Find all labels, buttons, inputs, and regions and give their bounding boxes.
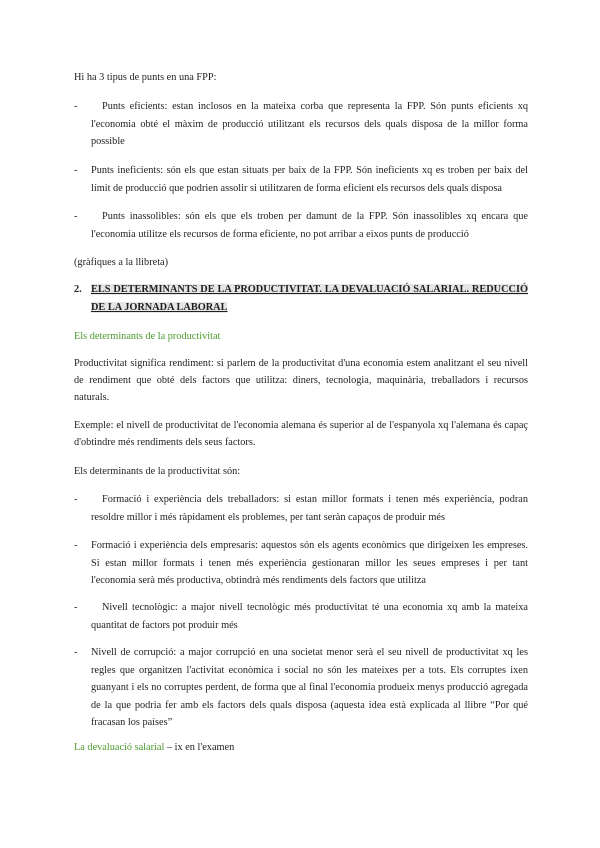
list-item-text: Punts eficients: estan inclosos en la mateixa corba que representa la FPP. Són punts eficients xq l'economia obté el màxim de producció utilitzant els recursos dels quals disposa de la millor forma possible bbox=[91, 101, 528, 147]
list-item-text: Nivell de corrupció: a major corrupció en una societat menor serà el seu nivell de productivitat xq les regles que organitzen l'activitat econòmica i social no són les mateixes per a tots. Els corruptes ixen guanyant i els no corruptes perdent, de forma que al final l'economia produeix menys producció agregada de la que podria fer amb els factors dels quals disposa (aquesta idea està explicada al llibre “Por qué fracasan los países” bbox=[91, 647, 528, 728]
bullet-dash: - bbox=[74, 101, 78, 112]
subheading-wage-devaluation-note: – ix en l'examen bbox=[164, 742, 235, 753]
bullet-dash: - bbox=[74, 494, 78, 505]
bullet-dash: - bbox=[74, 602, 78, 613]
bullet-dash: - bbox=[74, 647, 78, 658]
paragraph-determinants-intro: Els determinants de la productivitat són: bbox=[74, 466, 241, 477]
bullet-dash: - bbox=[74, 165, 78, 176]
bullet-dash: - bbox=[74, 540, 78, 551]
bullet-dash: - bbox=[74, 211, 78, 222]
list-item-text: Formació i experiència dels empresaris: aquestos són els agents econòmics que dirigeixen les empreses. Si estan millor formats i tenen més experiència gestionaran millor les seues empreses i per tant l'economia serà més productiva, obtindrà més rendiments dels factors que utilitza bbox=[91, 540, 528, 586]
list-item-text: Punts inassolibles: són els que els troben per damunt de la FPP. Són inassolibles xq encara que l'economia utilitze els recursos de forma eficiente, no pot arribar a eixos punts de producció bbox=[91, 211, 528, 240]
section-number: 2. bbox=[74, 284, 82, 295]
list-item-text: Formació i experiència dels treballadors: si estan millor formats i tenen més experiència, podran resoldre millor i més ràpidament els problemes, per tant seràn capaços de produir més bbox=[91, 494, 528, 523]
subheading-wage-devaluation-title: La devaluació salarial bbox=[74, 742, 165, 753]
intro-text: Hi ha 3 tipus de punts en una FPP: bbox=[74, 72, 217, 83]
list-item-text: Nivell tecnològic: a major nivell tecnològic més productivitat té una economia xq amb la mateixa quantitat de factors pot produir més bbox=[91, 602, 528, 631]
paragraph-example: Exemple: el nivell de productivitat de l'economia alemana és superior al de l'espanyola xq l'alemana és capaç d'obtindre més rendiments dels seus factors. bbox=[74, 420, 528, 448]
paragraph-productivity-definition: Productivitat significa rendiment: si parlem de la productivitat d'una economia estem analitzant el seu nivell de rendiment que obté dels factors que utilitza: diners, tecnologia, maquinària, treballadors i recursos naturals. bbox=[74, 358, 528, 403]
note-text: (gràfiques a la llibreta) bbox=[74, 257, 169, 268]
subheading-determinants: Els determinants de la productivitat bbox=[74, 331, 221, 342]
subheading-wage-devaluation bbox=[74, 739, 528, 756]
section-title: ELS DETERMINANTS DE LA PRODUCTIVITAT. LA DEVALUACIÓ SALARIAL. REDUCCIÓ DE LA JORNADA LABORAL bbox=[91, 284, 528, 313]
list-item-text: Punts ineficients: són els que estan situats per baix de la FPP. Són ineficients xq es troben per baix del límit de producció que podrien assolir si utilitzaren de forma eficient els recursos dels quals disposa bbox=[91, 165, 528, 194]
